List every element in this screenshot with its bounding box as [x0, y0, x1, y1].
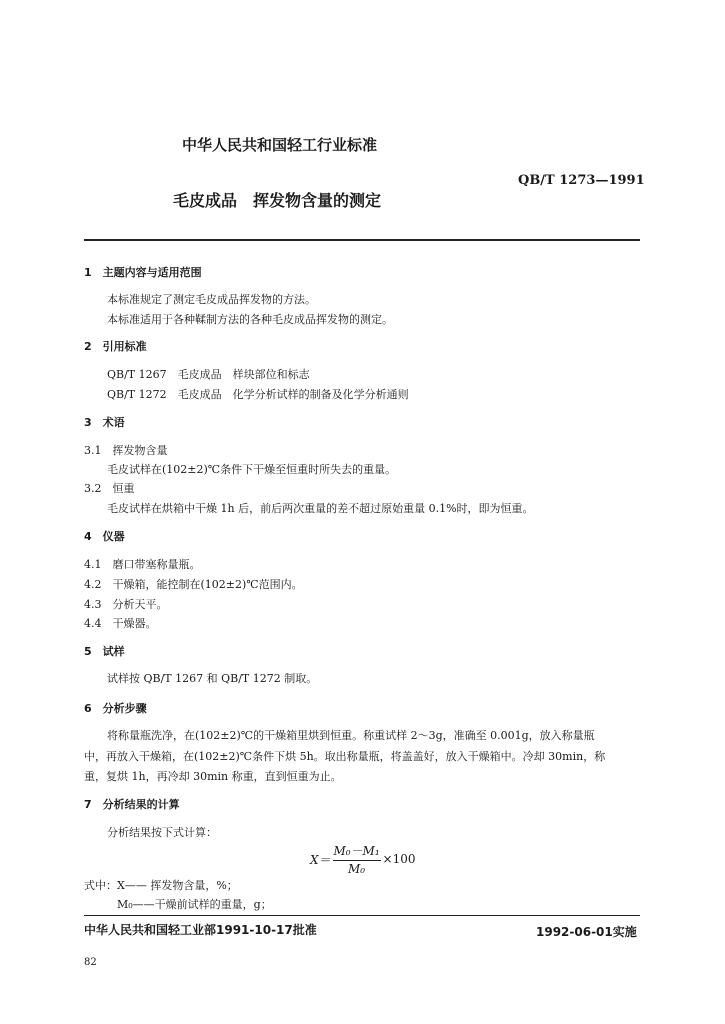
fraction-bar	[333, 860, 381, 861]
section-2-heading: 2 引用标准	[84, 340, 147, 353]
standard-code: QB/T 1273—1991	[518, 173, 645, 188]
formula-fraction	[333, 842, 381, 876]
variable-definition-m0: M₀——干燥前试样的重量，g；	[117, 898, 272, 911]
apparatus-item-2: 4.2 干燥箱，能控制在(102±2)℃范围内。	[84, 578, 303, 591]
procedure-line-3: 重，复烘 1h，再冷却 30min 称重，直到恒重为止。	[84, 770, 342, 783]
footer-divider	[84, 915, 640, 916]
document-title: 毛皮成品 挥发物含量的测定	[173, 191, 382, 210]
issuing-authority-title: 中华人民共和国轻工行业标准	[182, 136, 378, 154]
variable-definition-x: 式中：X—— 挥发物含量，%；	[84, 879, 238, 892]
section-5-paragraph: 试样按 QB/T 1267 和 QB/T 1272 制取。	[107, 672, 318, 685]
calculation-intro: 分析结果按下式计算：	[107, 826, 217, 839]
apparatus-item-3: 4.3 分析天平。	[84, 598, 168, 611]
formula-numerator: M₀－M₁	[333, 844, 380, 858]
page-number: 82	[84, 957, 97, 968]
reference-item-1: QB/T 1267 毛皮成品 样块部位和标志	[107, 368, 310, 381]
section-5-heading: 5 试样	[84, 645, 125, 658]
term-3-1-heading: 3.1 挥发物含量	[84, 444, 168, 457]
section-1-paragraph-1: 本标准规定了测定毛皮成品挥发物的方法。	[107, 293, 316, 306]
formula-denominator: M₀	[347, 862, 366, 876]
term-3-1-definition: 毛皮试样在(102±2)℃条件下干燥至恒重时所失去的重量。	[107, 463, 397, 476]
term-3-2-heading: 3.2 恒重	[84, 482, 135, 495]
reference-item-2: QB/T 1272 毛皮成品 化学分析试样的制备及化学分析通则	[107, 388, 409, 401]
header-divider	[84, 239, 640, 241]
effective-date: 1992-06-01实施	[536, 925, 637, 939]
formula-lhs: X＝	[310, 852, 331, 867]
section-1-paragraph-2: 本标准适用于各种鞣制方法的各种毛皮成品挥发物的测定。	[107, 313, 393, 326]
apparatus-item-4: 4.4 干燥器。	[84, 617, 157, 630]
procedure-line-1: 将称量瓶洗净，在(102±2)℃的干燥箱里烘到恒重。称重试样 2～3g，准确至 0.001g，放入称量瓶	[107, 729, 595, 742]
section-1-heading: 1 主题内容与适用范围	[84, 266, 202, 279]
section-6-heading: 6 分析步骤	[84, 702, 147, 715]
section-4-heading: 4 仪器	[84, 530, 125, 543]
section-3-heading: 3 术语	[84, 416, 125, 429]
formula-tail: ×100	[382, 852, 416, 866]
calculation-formula	[310, 842, 416, 876]
apparatus-item-1: 4.1 磨口带塞称量瓶。	[84, 558, 201, 571]
approval-notice: 中华人民共和国轻工业部1991-10-17批准	[84, 923, 317, 937]
term-3-2-definition: 毛皮试样在烘箱中干燥 1h 后，前后两次重量的差不超过原始重量 0.1%时，即为恒重。	[107, 502, 534, 515]
procedure-line-2: 中，再放入干燥箱，在(102±2)℃条件下烘 5h。取出称量瓶，将盖盖好，放入干燥箱中。冷却 30min，称	[84, 750, 606, 763]
section-7-heading: 7 分析结果的计算	[84, 798, 180, 811]
